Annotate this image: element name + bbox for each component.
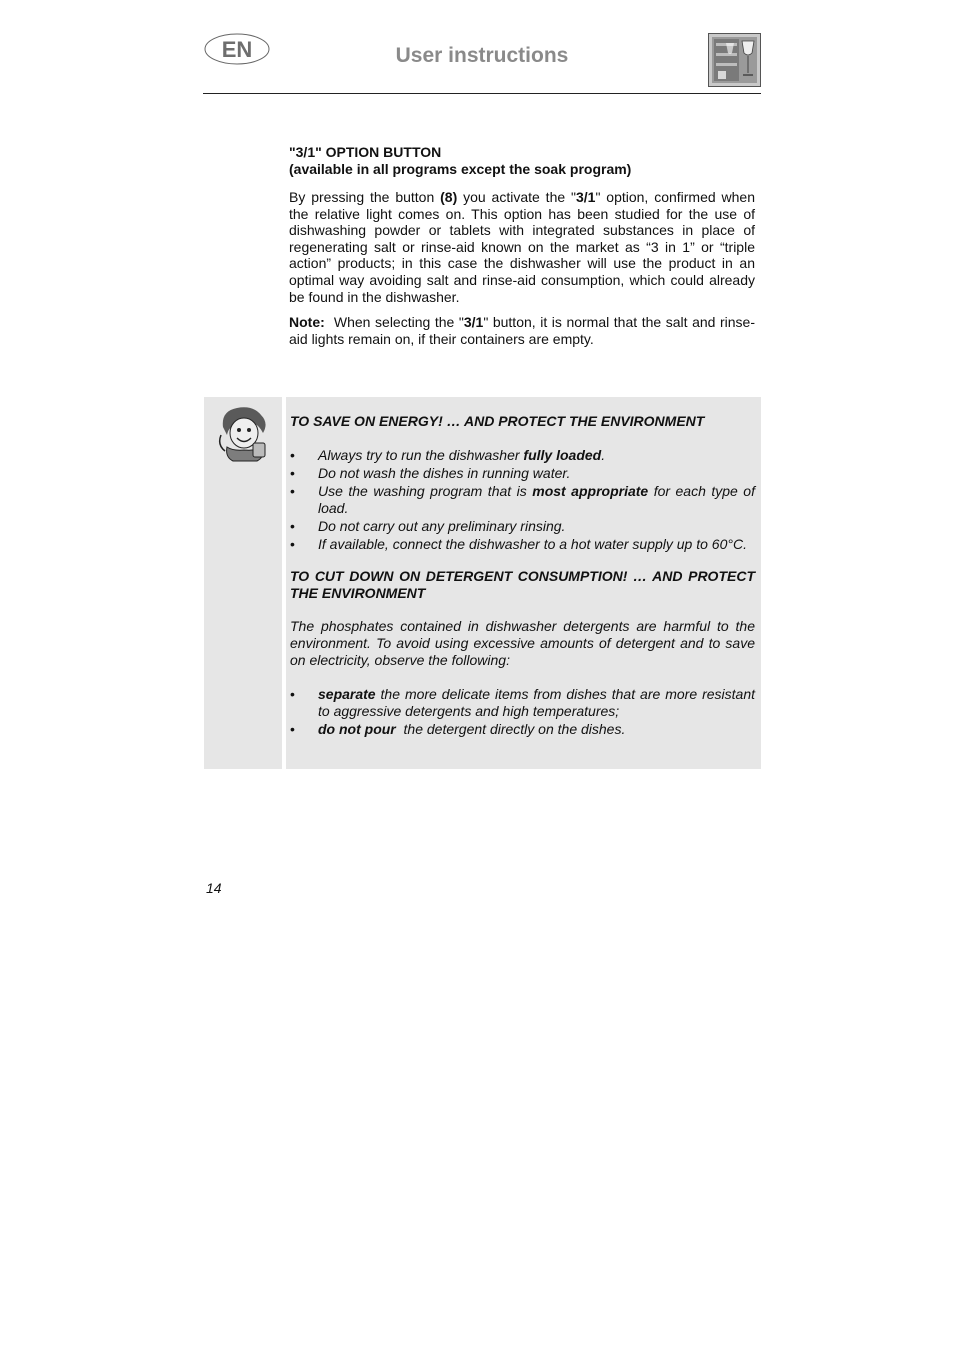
option-note: Note: When selecting the "3/1" button, it is normal that the salt and rinse-aid lights remain on, if their containers are empty. <box>289 314 755 347</box>
language-badge <box>204 33 270 65</box>
page-number: 14 <box>206 880 222 896</box>
energy-heading: TO SAVE ON ENERGY! … AND PROTECT THE ENVIRONMENT <box>290 413 705 429</box>
option-button-section <box>289 144 755 347</box>
list-item: • Do not wash the dishes in running water. <box>290 465 755 482</box>
mascot-character-icon <box>217 405 271 465</box>
page-title: User instructions <box>395 44 569 67</box>
list-item: • do not pour the detergent directly on the dishes. <box>290 721 755 738</box>
eco-tips-box <box>286 397 761 769</box>
list-item: • Do not carry out any preliminary rinsing. <box>290 518 755 535</box>
language-code: EN <box>221 37 253 62</box>
detergent-heading: TO CUT DOWN ON DETERGENT CONSUMPTION! … AND PROTECT THE ENVIRONMENT <box>290 568 755 601</box>
energy-tips-list <box>290 447 755 552</box>
section-subheading: (available in all programs except the soak program) <box>289 161 632 177</box>
section-heading: "3/1" OPTION BUTTON <box>289 144 442 160</box>
note-label: Note: <box>289 314 325 331</box>
dishwasher-glasses-icon <box>708 33 761 87</box>
list-item: • If available, connect the dishwasher to a hot water supply up to 60°C. <box>290 536 755 553</box>
eco-box-icon-column <box>204 397 282 769</box>
detergent-tips-list <box>290 686 755 737</box>
list-item: • separate the more delicate items from dishes that are more resistant to aggressive detergents and high temperatures; <box>290 686 755 719</box>
list-item: • Always try to run the dishwasher fully loaded. <box>290 447 755 464</box>
header-divider <box>203 93 761 94</box>
list-item: • Use the washing program that is most appropriate for each type of load. <box>290 483 755 516</box>
detergent-paragraph: The phosphates contained in dishwasher detergents are harmful to the environment. To avoid using excessive amounts of detergent and to save on electricity, observe the following: <box>290 618 755 668</box>
option-description: By pressing the button (8) you activate the "3/1" option, confirmed when the relative light comes on. This option has been studied for the use of dishwashing powder or tablets with integrated substances in place of regenerating salt or rinse-aid known on the market as “3 in 1” or “triple action” products; in this case the dishwasher will use the product in an optimal way avoiding salt and rinse-aid consumption, which could already be found in the dishwasher. <box>289 189 755 305</box>
